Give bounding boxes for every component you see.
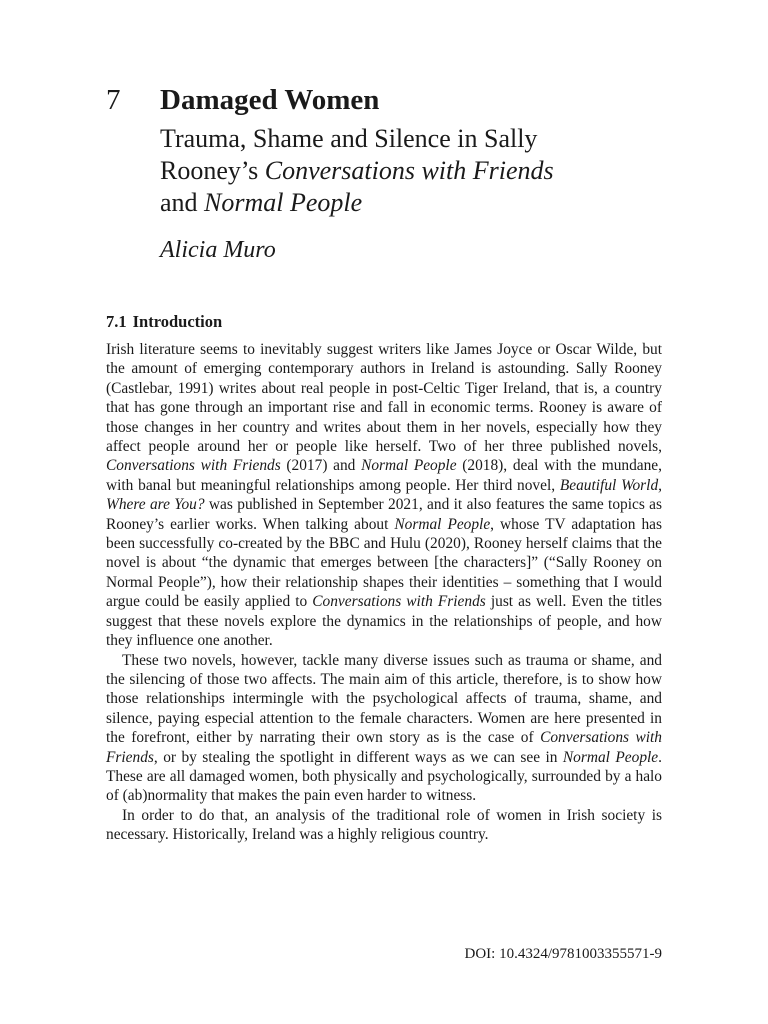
text-run: (2018), deal with the mundane, with banal but meaningful relationships among people. Her third novel, [106, 457, 662, 494]
body-text [106, 340, 662, 845]
italic-title-run: Conversations with Friends [106, 457, 281, 475]
chapter-heading [106, 84, 662, 117]
chapter-author: Alicia Muro [160, 237, 276, 263]
text-run: , or by stealing the spotlight in different ways as we can see in [153, 748, 563, 766]
subtitle-line [160, 155, 662, 187]
text-run: These two novels, however, tackle many diverse issues such as trauma or shame, and the silencing of those two affects. The main aim of this article, therefore, is to show how those relationships intermingle with the psychological affects of trauma, shame, and silence, paying especial attention to the female characters. Women are here presented in the forefront, either by narrating their own story as is the case of [106, 651, 662, 747]
body-paragraph [106, 806, 662, 845]
subtitle-text: Trauma, Shame and Silence in Sally [160, 124, 538, 153]
text-run: was published in September 2021, and it also features the same topics as Rooney’s earlier works. When talking about [106, 496, 663, 533]
chapter-number: 7 [106, 84, 121, 116]
text-run: , whose TV adaptation has been successfully co-created by the BBC and Hulu (2020), Rooney herself claims that the novel is about “the dynamic that emerges between [the characters]” (“Sally Rooney on Normal People”), how their relationship shapes their identities – something that I would argue could be easily applied to [106, 515, 662, 611]
body-paragraph [106, 651, 662, 806]
chapter-subtitle [160, 123, 662, 219]
subtitle-text: Rooney’s [160, 156, 265, 185]
chapter-page [106, 84, 662, 845]
subtitle-line [160, 123, 662, 155]
body-paragraph [106, 340, 662, 651]
italic-title-run: Beautiful World, Where are You? [106, 476, 662, 514]
section-number: 7.1 [106, 312, 127, 331]
subtitle-text: and [160, 188, 205, 217]
italic-title-run: Normal People [361, 457, 457, 475]
italic-title-run: Conversations with Friends [312, 593, 486, 611]
subtitle-book-title: Conversations with Friends [264, 156, 554, 185]
text-run: just as well. Even the titles suggest that these novels explore the dynamics in the relationships of people, and how they influence one another. [106, 593, 662, 650]
subtitle-book-title: Normal People [204, 188, 363, 217]
text-run: . These are all damaged women, both physically and psychologically, surrounded by a halo of (ab)normality that makes the pain even harder to witness. [106, 748, 662, 805]
chapter-title: Damaged Women [160, 84, 380, 116]
text-run: Irish literature seems to inevitably suggest writers like James Joyce or Oscar Wilde, but the amount of emerging contemporary authors in Ireland is astounding. Sally Rooney (Castlebar, 1991) writes about real people in post-Celtic Tiger Ireland, that is, a country that has gone through an important rise and fall in economic terms. Rooney is aware of those changes in her country and writes about them in her novels, especially how they affect people around her or people like herself. Two of her three published novels, [106, 341, 662, 456]
italic-title-run: Conversations with Friends [106, 729, 662, 766]
doi-footer: DOI: 10.4324/9781003355571-9 [464, 946, 662, 962]
subtitle-line [160, 187, 662, 219]
italic-title-run: Normal People [394, 515, 491, 533]
text-run: (2017) and [280, 457, 362, 475]
text-run: In order to do that, an analysis of the traditional role of women in Irish society is necessary. Historically, Ireland was a highly religious country. [106, 806, 662, 844]
italic-title-run: Normal People [562, 748, 659, 766]
section-title: Introduction [132, 312, 223, 331]
section-heading [106, 312, 662, 332]
